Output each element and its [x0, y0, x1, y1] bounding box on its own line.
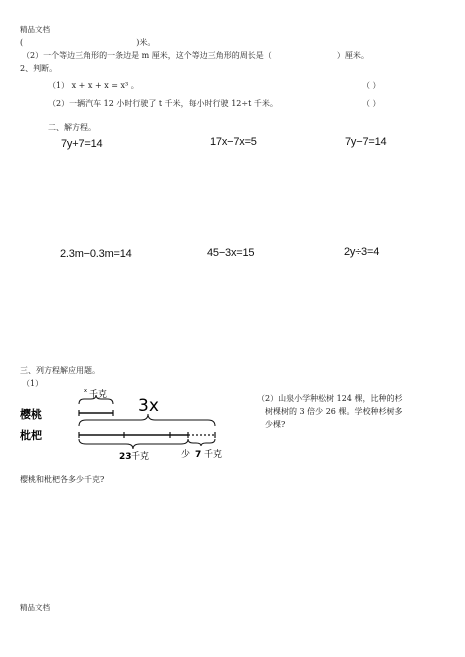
less-label: 少 [181, 450, 191, 460]
judge-item-2: （2）一辆汽车 12 小时行驶了 t 千米，每小时行驶 12÷t 千米。 [48, 99, 278, 108]
header-label: 精品文档 [20, 25, 50, 34]
judge-title: 2、判断。 [20, 64, 58, 73]
equation-3: 7y−7=14 [345, 136, 387, 148]
line-segment-diagram [18, 384, 243, 464]
unit-top: 千克 [89, 390, 108, 400]
apply-title: 三、列方程解应用题。 [20, 366, 100, 375]
solve-title: 二、解方程。 [48, 123, 96, 132]
equation-1: 7y+7=14 [61, 138, 103, 150]
label-loquat: 枇杷 [20, 429, 42, 442]
less-unit: 千克 [204, 450, 223, 460]
fill-question-2 [22, 50, 369, 61]
footer-label: 精品文档 [20, 603, 50, 612]
label-cherry: 樱桃 [20, 408, 42, 421]
equation-5: 45−3x=15 [207, 247, 255, 259]
judge-item-1: （1） x + x + x = x³ 。 [48, 81, 139, 90]
equation-6: 2y÷3=4 [344, 246, 380, 258]
fill-blank-open: ( [20, 38, 24, 47]
bottom-unit: 千克 [131, 452, 150, 462]
brace-bottom-less [188, 439, 215, 446]
problem-2 [257, 392, 402, 431]
problem-2-line-3: 少棵? [265, 420, 286, 429]
fill-line-1-tail: )米。 [136, 38, 156, 47]
equation-4: 2.3m−0.3m=14 [60, 248, 132, 260]
fill-question-2-tail: ）厘米。 [336, 51, 369, 60]
three-x-label: 3x [138, 396, 159, 416]
fill-question-2-text: （2）一个等边三角形的一条边是 m 厘米，这个等边三角形的周长是（ [22, 51, 272, 60]
problem-2-line-2: 树棵树的 3 倍少 26 棵。学校种杉树多 [265, 407, 403, 416]
problem-1-number: （1） [22, 379, 44, 388]
equation-2: 17x−7x=5 [210, 136, 257, 148]
bottom-number: 23 [119, 452, 132, 462]
judge-paren-1: （ ） [362, 81, 381, 90]
problem-1-question: 樱桃和枇杷各多少千克? [20, 475, 105, 484]
x-mark: x [84, 388, 87, 394]
problem-2-line-1: （2）山泉小学种松树 124 棵，比种的杉 [257, 394, 403, 403]
fill-line-1 [20, 37, 155, 48]
judge-paren-2: （ ） [362, 99, 381, 108]
brace-bottom-total [79, 439, 188, 449]
less-number: 7 [195, 450, 202, 460]
